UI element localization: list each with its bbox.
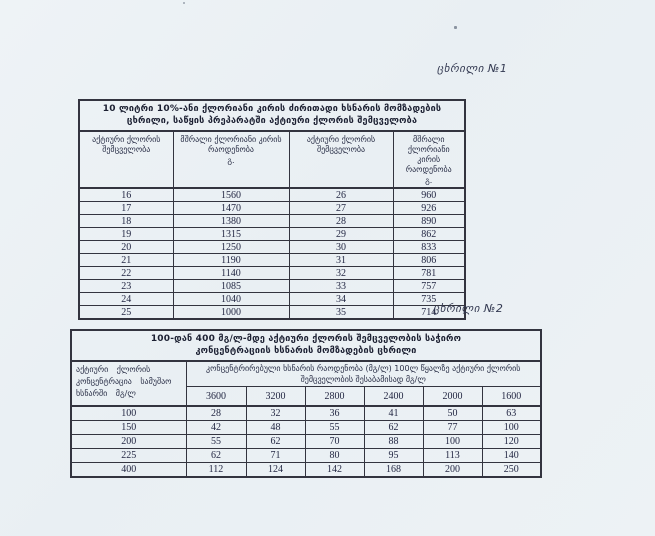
cell: 714 bbox=[393, 306, 465, 320]
cell: 250 bbox=[482, 463, 541, 478]
cell: 735 bbox=[393, 293, 465, 306]
table2-title-line2: კონცენტრაციის ხსნარის მომზადების ცხრილი bbox=[195, 346, 417, 356]
cell: 140 bbox=[482, 449, 541, 463]
cell: 31 bbox=[289, 254, 393, 267]
cell: 32 bbox=[289, 267, 393, 280]
cell: 1470 bbox=[173, 202, 289, 215]
cell: 100 bbox=[423, 435, 482, 449]
table1-title-line1: 10 ლიტრი 10%-ანი ქლორიანი კირის ძირითადი ხსნარის მომზადების bbox=[102, 104, 442, 114]
cell: 41 bbox=[364, 406, 423, 421]
table-row bbox=[71, 421, 541, 435]
cell: 124 bbox=[246, 463, 305, 478]
table1-col-header-dry-1 bbox=[173, 131, 289, 188]
cell: 95 bbox=[364, 449, 423, 463]
table-row bbox=[79, 188, 465, 202]
cell: 142 bbox=[305, 463, 364, 478]
cell: 28 bbox=[186, 406, 246, 421]
table1-col-header-active-1: აქტიური ქლორის შემცველობა bbox=[79, 131, 173, 188]
scan-speck bbox=[183, 2, 185, 4]
table2-subheader: 2800 bbox=[305, 387, 364, 407]
table-row bbox=[79, 202, 465, 215]
cell: 24 bbox=[79, 293, 173, 306]
cell: 1250 bbox=[173, 241, 289, 254]
cell: 1380 bbox=[173, 215, 289, 228]
table1-col-header-dry-2-text: მშრალი ქლორიანი კირის რაოდენობა bbox=[405, 135, 452, 174]
table-row bbox=[79, 215, 465, 228]
cell: 33 bbox=[289, 280, 393, 293]
cell: 1000 bbox=[173, 306, 289, 320]
cell: 781 bbox=[393, 267, 465, 280]
table-row bbox=[71, 463, 541, 478]
cell: 34 bbox=[289, 293, 393, 306]
table2-title-line1: 100-დან 400 მგ/ლ-მდე აქტიური ქლორის შემცველობის საჭირო bbox=[150, 334, 462, 344]
table-row bbox=[71, 406, 541, 421]
cell: 63 bbox=[482, 406, 541, 421]
cell: 50 bbox=[423, 406, 482, 421]
cell: 19 bbox=[79, 228, 173, 241]
cell: 112 bbox=[186, 463, 246, 478]
table1-chlorinated-lime-solution bbox=[78, 99, 466, 320]
cell: 80 bbox=[305, 449, 364, 463]
cell: 100 bbox=[71, 406, 186, 421]
cell: 25 bbox=[79, 306, 173, 320]
table-row bbox=[79, 293, 465, 306]
table1-unit-2: გ. bbox=[425, 176, 433, 185]
table-row bbox=[71, 435, 541, 449]
cell: 960 bbox=[393, 188, 465, 202]
cell: 757 bbox=[393, 280, 465, 293]
cell: 77 bbox=[423, 421, 482, 435]
table-row bbox=[79, 306, 465, 320]
cell: 18 bbox=[79, 215, 173, 228]
table1-col-header-active-2: აქტიური ქლორის შემცველობა bbox=[289, 131, 393, 188]
cell: 225 bbox=[71, 449, 186, 463]
cell: 62 bbox=[364, 421, 423, 435]
table2-subheader: 1600 bbox=[482, 387, 541, 407]
cell: 28 bbox=[289, 215, 393, 228]
cell: 70 bbox=[305, 435, 364, 449]
table2-span-header: კონცენტრირებული ხსნარის რაოდენობა (მგ/ლ) 100ლ წყალზე აქტიური ქლორის შემცველობის შესაბამისად მგ/ლ bbox=[186, 361, 541, 387]
cell: 1315 bbox=[173, 228, 289, 241]
cell: 88 bbox=[364, 435, 423, 449]
cell: 862 bbox=[393, 228, 465, 241]
cell: 29 bbox=[289, 228, 393, 241]
table2-title-row bbox=[71, 330, 541, 361]
table1-title-row bbox=[79, 100, 465, 131]
cell: 200 bbox=[423, 463, 482, 478]
cell: 890 bbox=[393, 215, 465, 228]
table-row bbox=[79, 228, 465, 241]
cell: 26 bbox=[289, 188, 393, 202]
cell: 62 bbox=[246, 435, 305, 449]
table1-col-header-dry-2 bbox=[393, 131, 465, 188]
table2-header-row bbox=[71, 361, 541, 387]
cell: 30 bbox=[289, 241, 393, 254]
table2-subheader: 2000 bbox=[423, 387, 482, 407]
table1-col-header-dry-1-text: მშრალი ქლორიანი კირის რაოდენობა bbox=[180, 135, 282, 154]
cell: 71 bbox=[246, 449, 305, 463]
cell: 200 bbox=[71, 435, 186, 449]
cell: 17 bbox=[79, 202, 173, 215]
scan-speck bbox=[454, 26, 457, 29]
table-row bbox=[79, 280, 465, 293]
cell: 806 bbox=[393, 254, 465, 267]
table-row bbox=[79, 241, 465, 254]
cell: 833 bbox=[393, 241, 465, 254]
cell: 113 bbox=[423, 449, 482, 463]
cell: 926 bbox=[393, 202, 465, 215]
cell: 1190 bbox=[173, 254, 289, 267]
cell: 1560 bbox=[173, 188, 289, 202]
cell: 400 bbox=[71, 463, 186, 478]
table-row bbox=[71, 449, 541, 463]
cell: 36 bbox=[305, 406, 364, 421]
cell: 168 bbox=[364, 463, 423, 478]
cell: 1040 bbox=[173, 293, 289, 306]
cell: 35 bbox=[289, 306, 393, 320]
cell: 27 bbox=[289, 202, 393, 215]
cell: 16 bbox=[79, 188, 173, 202]
table1-caption: ცხრილი №1 bbox=[437, 62, 508, 75]
cell: 1085 bbox=[173, 280, 289, 293]
cell: 55 bbox=[305, 421, 364, 435]
cell: 100 bbox=[482, 421, 541, 435]
table1-title-cell bbox=[79, 100, 465, 131]
cell: 23 bbox=[79, 280, 173, 293]
cell: 150 bbox=[71, 421, 186, 435]
cell: 120 bbox=[482, 435, 541, 449]
table2-concentration-solution bbox=[70, 329, 542, 478]
cell: 22 bbox=[79, 267, 173, 280]
cell: 42 bbox=[186, 421, 246, 435]
table2-caption: ცხრილი №2 bbox=[433, 302, 504, 315]
cell: 21 bbox=[79, 254, 173, 267]
table2-title-cell bbox=[71, 330, 541, 361]
cell: 48 bbox=[246, 421, 305, 435]
table-row bbox=[79, 254, 465, 267]
table2-left-header: აქტიური ქლორის კონცენტრაცია სამუშაო ხსნარში მგ/ლ bbox=[71, 361, 186, 406]
table1-title-line2: ცხრილი, საწყის პრეპარატში აქტიური ქლორის შემცველობა bbox=[126, 116, 418, 126]
cell: 55 bbox=[186, 435, 246, 449]
table-row bbox=[79, 267, 465, 280]
cell: 62 bbox=[186, 449, 246, 463]
cell: 1140 bbox=[173, 267, 289, 280]
table2-subheader: 3200 bbox=[246, 387, 305, 407]
cell: 20 bbox=[79, 241, 173, 254]
cell: 32 bbox=[246, 406, 305, 421]
table1-header-row bbox=[79, 131, 465, 188]
table2-subheader: 3600 bbox=[186, 387, 246, 407]
table2-subheader: 2400 bbox=[364, 387, 423, 407]
table1-unit-1: გ. bbox=[227, 156, 235, 165]
